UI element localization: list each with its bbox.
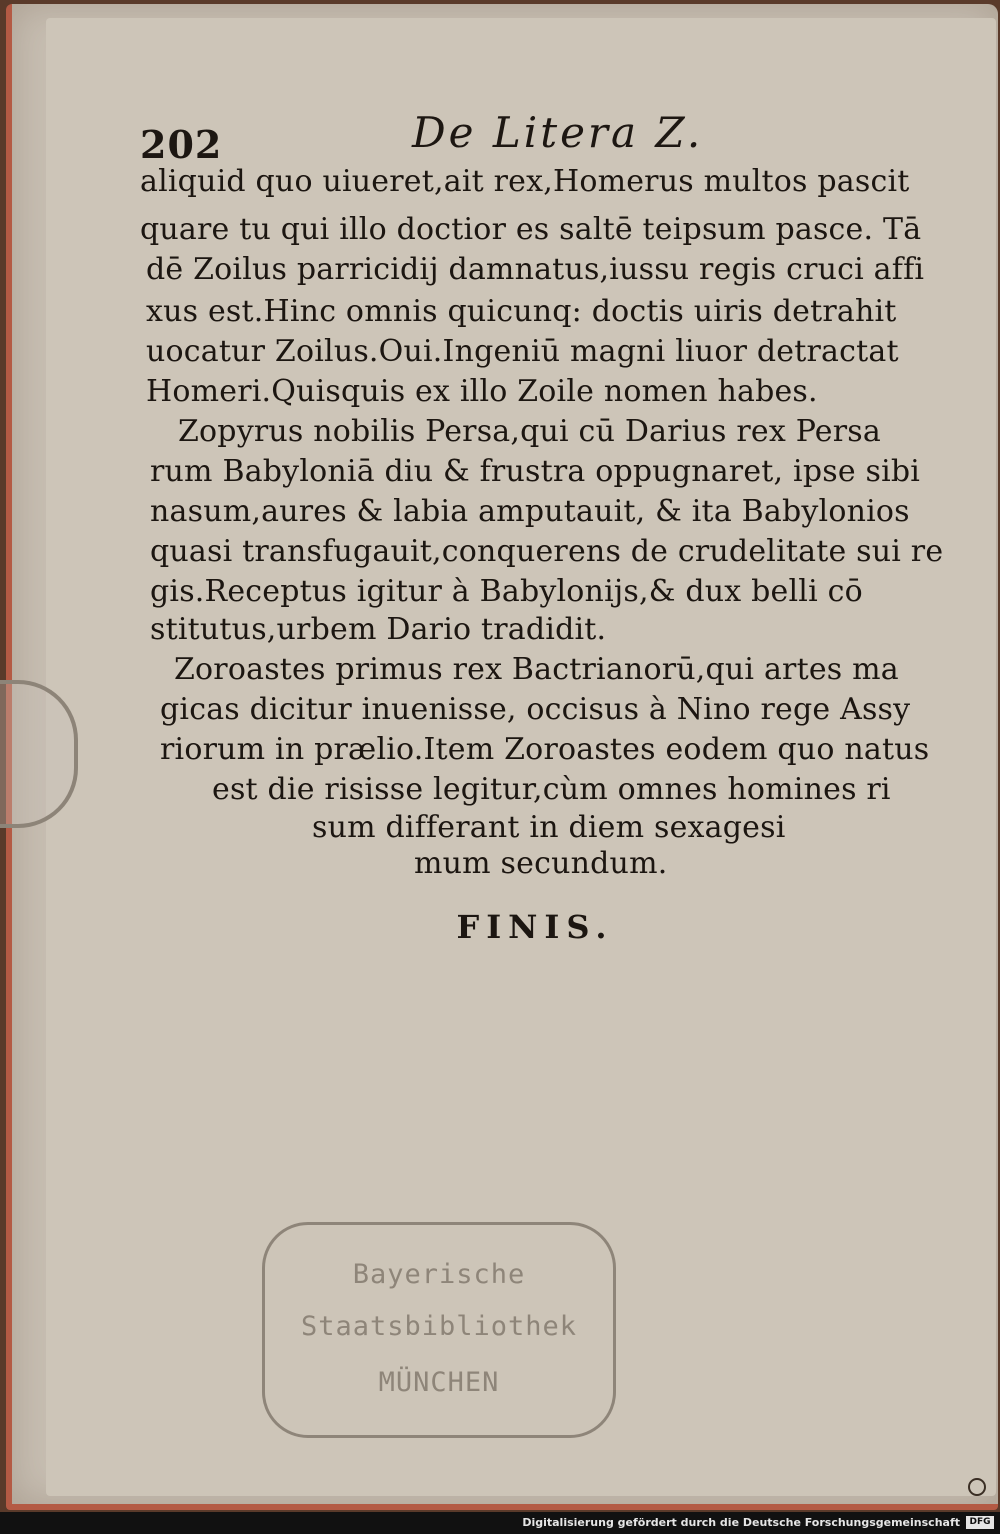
text-line: est die risisse legitur,cùm omnes homines ri <box>212 772 891 807</box>
footer-bar <box>0 1512 1000 1534</box>
text-line: rum Babyloniā diu & frustra oppugnaret, ipse sibi <box>150 454 921 489</box>
stamp-line: MÜNCHEN <box>378 1367 500 1398</box>
text-line: quasi transfugauit,conquerens de crudelitate sui re <box>150 534 944 569</box>
text-line: Zopyrus nobilis Persa,qui cū Darius rex Persa <box>178 414 881 449</box>
text-line: gis.Receptus igitur à Babylonijs,& dux belli cō <box>150 574 863 609</box>
library-stamp <box>262 1222 616 1438</box>
page-header <box>140 108 920 167</box>
dfg-logo: DFG <box>966 1516 994 1529</box>
running-title: De Litera Z. <box>412 108 704 157</box>
text-line: quare tu qui illo doctior es saltē teipsum pasce. Tā <box>140 212 922 247</box>
text-line: uocatur Zoilus.Oui.Ingeniū magni liuor detractat <box>146 334 899 369</box>
text-line: Homeri.Quisquis ex illo Zoile nomen habes. <box>146 374 818 409</box>
text-line: Zoroastes primus rex Bactrianorū,qui artes ma <box>174 652 899 687</box>
text-line: dē Zoilus parricidij damnatus,iussu regis cruci affi <box>146 252 925 287</box>
text-line: aliquid quo uiueret,ait rex,Homerus multos pascit <box>140 164 910 199</box>
stamp-line: Bayerische <box>352 1259 526 1290</box>
text-line: mum secundum. <box>414 846 668 881</box>
text-line: nasum,aures & labia amputauit, & ita Babylonios <box>150 494 910 529</box>
text-line: gicas dicitur inuenisse, occisus à Nino rege Assy <box>160 692 911 727</box>
finis-mark: FINIS. <box>456 908 614 946</box>
text-line: stitutus,urbem Dario tradidit. <box>150 612 607 647</box>
text-line: sum differant in diem sexagesi <box>312 810 786 845</box>
page-number: 202 <box>140 122 223 167</box>
text-line: xus est.Hinc omnis quicunq: doctis uiris detrahit <box>146 294 897 329</box>
text-line: riorum in prælio.Item Zoroastes eodem quo natus <box>160 732 930 767</box>
funding-credit: Digitalisierung gefördert durch die Deutsche Forschungsgemeinschaft <box>522 1516 960 1529</box>
corner-mark-icon <box>968 1478 986 1496</box>
stamp-line: Staatsbibliothek <box>300 1311 578 1342</box>
